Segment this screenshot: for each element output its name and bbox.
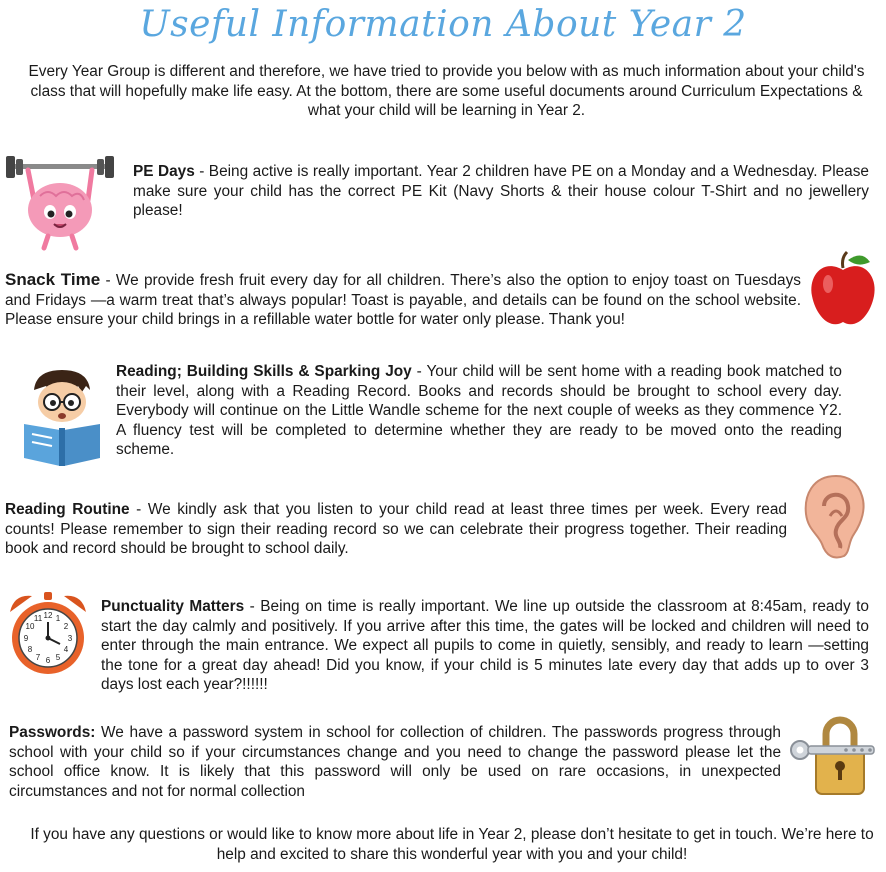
clock-number: 12 [43,611,53,620]
punctuality-heading: Punctuality Matters [101,598,245,615]
snack-text: - We provide fresh fruit every day for all children. There’s also the option to enjoy toast on Tuesdays and Fridays —a warm treat that’s always popular! Toast is payable, and details can be found on the school website. Please ensure your child brings in a refillable water bottle for water only please. Thank you! [5,272,801,329]
page-title: Useful Information About Year 2 [139,4,747,45]
clock-number: 3 [67,634,73,643]
clock-number: 2 [63,622,69,631]
routine-paragraph [5,500,787,559]
ear-icon [800,472,868,562]
routine-heading: Reading Routine [5,501,130,518]
brain-weightlifting-icon [4,156,116,252]
clock-number: 1 [55,614,61,623]
reading-boy-icon [20,368,104,468]
reading-text: - Your child will be sent home with a reading book matched to their level, along with a Reading Record. Books and records should be brought to school every day. Everybody will continue on the Little Wandle scheme for the next couple of weeks as they commence Y2. A fluency test will be completed to determine whether they are ready to be moved onto the reading scheme. [116,363,842,459]
clock-number: 6 [45,656,51,665]
clock-number: 11 [33,614,43,623]
passwords-heading: Passwords: [9,724,96,741]
clock-number: 8 [27,645,33,654]
padlock-key-icon [790,712,882,804]
snack-heading: Snack Time [5,270,101,289]
reading-heading: Reading; Building Skills & Sparking Joy [116,363,412,380]
routine-text: - We kindly ask that you listen to your child read at least three times per week. Every read counts! Please remember to sign their reading record so we can celebrate their progress together. Their reading book and record should be brought to school daily. [5,501,787,558]
pe-heading: PE Days [133,163,195,180]
punctuality-paragraph [101,597,869,695]
passwords-paragraph [9,723,781,801]
snack-paragraph [5,270,801,330]
reading-paragraph [116,362,842,460]
clock-number: 10 [25,622,35,631]
clock-number: 4 [63,645,69,654]
clock-number: 5 [55,653,61,662]
clock-number: 9 [23,634,29,643]
intro-paragraph: Every Year Group is different and therefore, we have tried to provide you below with as much information about your child's class that will hopefully make life easy. At the bottom, there are some useful documents around Curriculum Expectations & what your child will be learning in Year 2. [28,63,865,120]
passwords-text: We have a password system in school for collection of children. The passwords progress through school with your child so if your circumstances change and you need to change the password please let the school office know. It is likely that this password will only be used on rare occasions, in unexpected circumstances and not for normal collection [9,724,781,800]
clock-number: 7 [35,653,41,662]
pe-text: - Being active is really important. Year 2 children have PE on a Monday and a Wednesday. Please make sure your child has the correct PE Kit (Navy Shorts & their house colour T-Shirt and no jewellery please! [133,163,869,220]
pe-paragraph [133,162,869,221]
apple-icon [808,250,878,330]
closing-paragraph: If you have any questions or would like to know more about life in Year 2, please don’t hesitate to get in touch. We’re here to help and excited to share this wonderful year with you and your child! [30,826,874,863]
punctuality-text: - Being on time is really important. We line up outside the classroom at 8:45am, ready to start the day calmly and positively. If you arrive after this time, the gates will be locked and children will need to enter through the main entrance. We expect all pupils to come in quietly, sensibly, and ready to learn —setting the tone for a great day ahead! Did you know, if your child is 5 minutes late every day that adds up to over 3 days lost each year?!!!!!! [101,598,869,694]
alarm-clock-icon [6,590,90,680]
